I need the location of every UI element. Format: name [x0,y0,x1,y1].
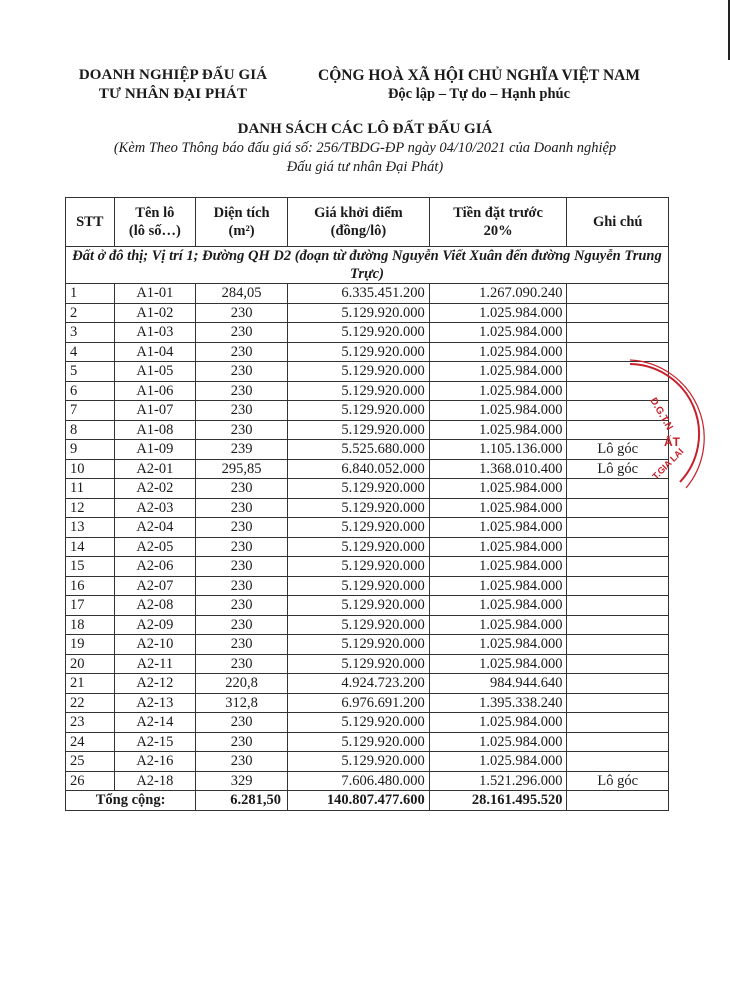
header-lot-name-line2: (lô số…) [128,223,181,239]
header-starting-price [288,198,430,247]
cell-deposit: 1.025.984.000 [429,498,567,518]
cell-stt: 16 [66,576,115,596]
cell-stt: 8 [66,420,115,440]
table-row [66,693,669,713]
cell-deposit: 1.368.010.400 [429,459,567,479]
table-row [66,713,669,733]
cell-area: 230 [196,654,288,674]
section-title: Đất ở đô thị; Vị trí 1; Đường QH D2 (đoạn từ đường Nguyễn Viết Xuân đến đường Nguyễn Trung Trực) [66,247,669,284]
cell-area: 230 [196,381,288,401]
cell-stt: 23 [66,713,115,733]
cell-area: 230 [196,732,288,752]
total-note [567,791,669,811]
cell-lot-name: A2-08 [114,596,196,616]
cell-starting-price: 7.606.480.000 [288,771,430,791]
cell-starting-price: 6.840.052.000 [288,459,430,479]
cell-area: 295,85 [196,459,288,479]
cell-note [567,284,669,304]
cell-starting-price: 5.129.920.000 [288,576,430,596]
cell-area: 230 [196,420,288,440]
cell-deposit: 1.025.984.000 [429,303,567,323]
cell-starting-price: 5.129.920.000 [288,381,430,401]
cell-note [567,674,669,694]
cell-lot-name: A2-05 [114,537,196,557]
cell-note: Lô góc [567,440,669,460]
cell-area: 220,8 [196,674,288,694]
cell-starting-price: 5.129.920.000 [288,752,430,772]
table-row [66,284,669,304]
cell-note [567,752,669,772]
svg-text:D.G.T.N: D.G.T.N [647,396,675,433]
table-row [66,498,669,518]
svg-text:T.GIA LAI: T.GIA LAI [650,446,686,482]
header-area-line1: Diện tích [213,205,270,221]
cell-area: 230 [196,401,288,421]
cell-note [567,654,669,674]
cell-deposit: 1.025.984.000 [429,615,567,635]
table-row [66,420,669,440]
cell-starting-price: 5.129.920.000 [288,323,430,343]
cell-stt: 9 [66,440,115,460]
cell-lot-name: A1-06 [114,381,196,401]
cell-lot-name: A1-03 [114,323,196,343]
cell-stt: 22 [66,693,115,713]
cell-lot-name: A1-02 [114,303,196,323]
cell-note [567,420,669,440]
cell-lot-name: A1-07 [114,401,196,421]
header-lot-name [114,198,196,247]
cell-note: Lô góc [567,459,669,479]
table-row [66,303,669,323]
cell-lot-name: A2-14 [114,713,196,733]
cell-note [567,732,669,752]
cell-note [567,323,669,343]
table-row [66,401,669,421]
cell-deposit: 1.025.984.000 [429,518,567,538]
organization-line-1: DOANH NGHIỆP ĐẤU GIÁ [78,67,268,83]
cell-starting-price: 5.129.920.000 [288,518,430,538]
cell-note [567,362,669,382]
cell-lot-name: A2-11 [114,654,196,674]
section-row [66,247,669,284]
cell-starting-price: 6.335.451.200 [288,284,430,304]
cell-stt: 17 [66,596,115,616]
cell-lot-name: A2-13 [114,693,196,713]
document-title: DANH SÁCH CÁC LÔ ĐẤT ĐẤU GIÁ [237,121,493,137]
cell-deposit: 1.025.984.000 [429,576,567,596]
cell-starting-price: 5.129.920.000 [288,420,430,440]
cell-starting-price: 5.129.920.000 [288,537,430,557]
cell-lot-name: A1-08 [114,420,196,440]
table-header-row [66,198,669,247]
cell-lot-name: A2-01 [114,459,196,479]
table-row [66,459,669,479]
cell-stt: 18 [66,615,115,635]
cell-note [567,303,669,323]
cell-lot-name: A1-05 [114,362,196,382]
auction-lots-table [65,197,669,811]
table-row [66,635,669,655]
cell-starting-price: 6.976.691.200 [288,693,430,713]
cell-starting-price: 5.129.920.000 [288,342,430,362]
cell-deposit: 1.025.984.000 [429,654,567,674]
cell-stt: 14 [66,537,115,557]
table-row [66,752,669,772]
cell-lot-name: A2-16 [114,752,196,772]
cell-area: 230 [196,342,288,362]
cell-starting-price: 5.129.920.000 [288,654,430,674]
table-row [66,596,669,616]
table-row [66,576,669,596]
cell-note [567,498,669,518]
cell-area: 230 [196,362,288,382]
document-subtitle: (Kèm Theo Thông báo đấu giá số: 256/TBDG-ĐP ngày 04/10/2021 của Doanh nghiệp Đấu giá tư nhân Đại Phát) [113,140,617,175]
table-row [66,518,669,538]
cell-deposit: 1.025.984.000 [429,557,567,577]
header-deposit-line1: Tiền đặt trước [453,205,543,221]
table-row [66,381,669,401]
cell-note [567,479,669,499]
cell-note [567,693,669,713]
cell-deposit: 1.025.984.000 [429,323,567,343]
organization-name [78,66,268,104]
cell-starting-price: 5.525.680.000 [288,440,430,460]
cell-lot-name: A1-04 [114,342,196,362]
cell-stt: 11 [66,479,115,499]
cell-note [567,401,669,421]
cell-lot-name: A2-10 [114,635,196,655]
cell-area: 239 [196,440,288,460]
cell-stt: 20 [66,654,115,674]
cell-stt: 1 [66,284,115,304]
cell-starting-price: 5.129.920.000 [288,732,430,752]
cell-note [567,635,669,655]
table-row [66,654,669,674]
cell-starting-price: 5.129.920.000 [288,498,430,518]
cell-area: 312,8 [196,693,288,713]
cell-area: 284,05 [196,284,288,304]
cell-lot-name: A2-02 [114,479,196,499]
cell-deposit: 1.025.984.000 [429,381,567,401]
cell-note [567,713,669,733]
header-deposit-line2: 20% [483,223,513,239]
cell-stt: 13 [66,518,115,538]
table-row [66,674,669,694]
header-deposit [429,198,567,247]
cell-note [567,615,669,635]
table-row [66,732,669,752]
cell-area: 230 [196,713,288,733]
header-price-line2: (đồng/lô) [330,223,387,239]
cell-deposit: 1.025.984.000 [429,537,567,557]
total-label: Tổng cộng: [66,791,196,811]
cell-starting-price: 4.924.723.200 [288,674,430,694]
cell-deposit: 1.025.984.000 [429,401,567,421]
cell-stt: 4 [66,342,115,362]
cell-area: 230 [196,635,288,655]
table-row [66,440,669,460]
table-row [66,323,669,343]
cell-note [567,381,669,401]
cell-area: 230 [196,518,288,538]
cell-deposit: 1.105.136.000 [429,440,567,460]
country-name: CỘNG HOÀ XÃ HỘI CHỦ NGHĨA VIỆT NAM [318,67,640,84]
cell-starting-price: 5.129.920.000 [288,303,430,323]
cell-starting-price: 5.129.920.000 [288,635,430,655]
cell-starting-price: 5.129.920.000 [288,401,430,421]
header-stt: STT [66,198,115,247]
cell-stt: 10 [66,459,115,479]
table-row [66,479,669,499]
cell-stt: 3 [66,323,115,343]
cell-lot-name: A1-09 [114,440,196,460]
cell-area: 230 [196,537,288,557]
cell-stt: 24 [66,732,115,752]
cell-note: Lô góc [567,771,669,791]
cell-area: 230 [196,557,288,577]
header-area [196,198,288,247]
cell-lot-name: A2-18 [114,771,196,791]
cell-note [567,342,669,362]
cell-deposit: 1.025.984.000 [429,420,567,440]
cell-lot-name: A2-07 [114,576,196,596]
cell-note [567,537,669,557]
table-row [66,557,669,577]
cell-note [567,518,669,538]
cell-deposit: 1.025.984.000 [429,732,567,752]
cell-deposit: 1.025.984.000 [429,342,567,362]
cell-stt: 25 [66,752,115,772]
cell-starting-price: 5.129.920.000 [288,479,430,499]
cell-lot-name: A2-04 [114,518,196,538]
total-deposit: 28.161.495.520 [429,791,567,811]
cell-deposit: 1.025.984.000 [429,752,567,772]
organization-line-2: TƯ NHÂN ĐẠI PHÁT [98,86,248,102]
total-price: 140.807.477.600 [288,791,430,811]
table-row [66,771,669,791]
header-price-line1: Giá khởi điểm [314,205,403,221]
svg-text:ẤT: ẤT [664,435,680,449]
cell-area: 230 [196,596,288,616]
cell-stt: 12 [66,498,115,518]
cell-lot-name: A1-01 [114,284,196,304]
cell-starting-price: 5.129.920.000 [288,362,430,382]
national-heading [284,66,674,104]
cell-area: 230 [196,323,288,343]
cell-deposit: 1.025.984.000 [429,362,567,382]
cell-stt: 7 [66,401,115,421]
cell-stt: 21 [66,674,115,694]
cell-deposit: 1.025.984.000 [429,596,567,616]
cell-deposit: 1.025.984.000 [429,635,567,655]
cell-stt: 2 [66,303,115,323]
cell-area: 230 [196,576,288,596]
cell-area: 329 [196,771,288,791]
total-area: 6.281,50 [196,791,288,811]
table-row [66,362,669,382]
cell-deposit: 1.521.296.000 [429,771,567,791]
header-area-line2: (m²) [228,223,255,239]
national-motto: Độc lập – Tự do – Hạnh phúc [387,86,571,102]
cell-stt: 6 [66,381,115,401]
cell-note [567,596,669,616]
cell-area: 230 [196,615,288,635]
header-note: Ghi chú [567,198,669,247]
cell-starting-price: 5.129.920.000 [288,596,430,616]
cell-note [567,557,669,577]
cell-starting-price: 5.129.920.000 [288,557,430,577]
cell-area: 230 [196,303,288,323]
cell-lot-name: A2-03 [114,498,196,518]
cell-lot-name: A2-09 [114,615,196,635]
cell-starting-price: 5.129.920.000 [288,615,430,635]
cell-area: 230 [196,498,288,518]
table-row [66,537,669,557]
cell-deposit: 1.025.984.000 [429,713,567,733]
cell-lot-name: A2-12 [114,674,196,694]
total-row [66,791,669,811]
cell-lot-name: A2-15 [114,732,196,752]
cell-area: 230 [196,752,288,772]
cell-deposit: 1.395.338.240 [429,693,567,713]
cell-stt: 26 [66,771,115,791]
table-row [66,342,669,362]
header-lot-name-line1: Tên lô [135,205,175,221]
table-row [66,615,669,635]
title-block [0,120,730,177]
cell-deposit: 984.944.640 [429,674,567,694]
cell-stt: 5 [66,362,115,382]
cell-starting-price: 5.129.920.000 [288,713,430,733]
cell-area: 230 [196,479,288,499]
cell-stt: 15 [66,557,115,577]
cell-stt: 19 [66,635,115,655]
cell-deposit: 1.267.090.240 [429,284,567,304]
cell-deposit: 1.025.984.000 [429,479,567,499]
cell-note [567,576,669,596]
cell-lot-name: A2-06 [114,557,196,577]
